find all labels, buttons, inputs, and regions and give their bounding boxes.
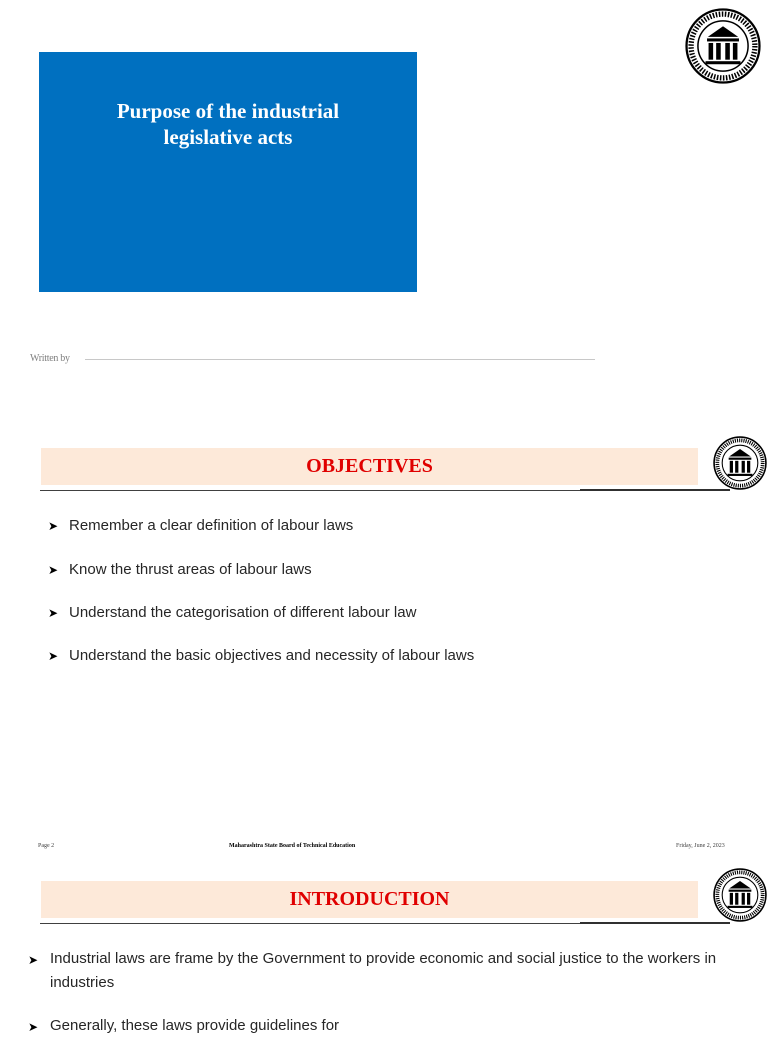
introduction-text: Generally, these laws provide guidelines for — [50, 1017, 340, 1034]
arrow-bullet-icon: ➤ — [28, 953, 39, 967]
introduction-item — [28, 1014, 728, 1039]
msbte-logo-small-icon — [713, 436, 767, 490]
objective-text: Know the thrust areas of labour laws — [69, 561, 312, 578]
objective-item — [48, 517, 353, 534]
arrow-bullet-icon: ➤ — [48, 649, 59, 663]
objectives-divider-accent — [580, 489, 730, 491]
arrow-bullet-icon: ➤ — [28, 1020, 39, 1034]
introduction-text: Industrial laws are frame by the Government to provide economic and social justice to the workers in industries — [50, 950, 717, 991]
introduction-divider-accent — [580, 922, 730, 924]
objective-text: Understand the categorisation of different labour law — [69, 604, 417, 621]
objective-item — [48, 647, 474, 664]
arrow-bullet-icon: ➤ — [48, 563, 59, 577]
introduction-header-bar — [41, 881, 698, 918]
introduction-heading: INTRODUCTION — [289, 888, 450, 910]
objective-item — [48, 561, 312, 578]
footer-organization: Maharashtra State Board of Technical Education — [229, 843, 356, 849]
objective-text: Understand the basic objectives and necessity of labour laws — [69, 647, 475, 664]
slide-title — [39, 98, 417, 150]
objective-text: Remember a clear definition of labour laws — [69, 517, 354, 534]
objectives-header-bar — [41, 448, 698, 485]
objective-item — [48, 604, 416, 621]
slide-title-line-2: legislative acts — [163, 125, 293, 149]
written-by-line — [85, 359, 595, 360]
footer-date: Friday, June 2, 2023 — [676, 843, 725, 849]
objectives-heading: OBJECTIVES — [306, 455, 433, 477]
title-box — [39, 52, 417, 292]
arrow-bullet-icon: ➤ — [48, 519, 59, 533]
footer-page-number: Page 2 — [38, 843, 55, 849]
slide-title-line-1: Purpose of the industrial — [116, 99, 340, 123]
introduction-item — [28, 947, 728, 995]
arrow-bullet-icon: ➤ — [48, 606, 59, 620]
msbte-logo-small-icon — [713, 868, 767, 922]
written-by-label: Written by — [30, 353, 70, 364]
msbte-logo-icon — [685, 8, 761, 84]
